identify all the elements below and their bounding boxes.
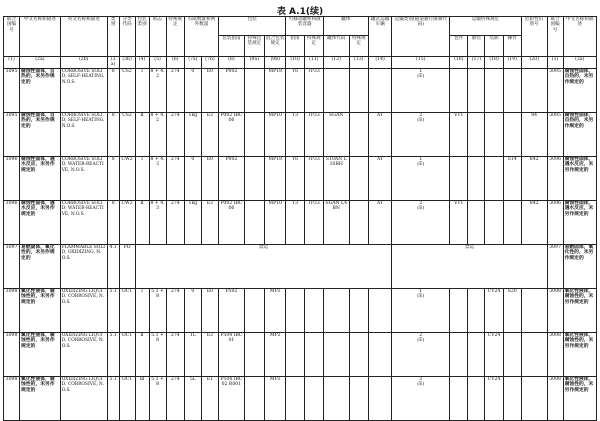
hazard-id-cell: [521, 68, 547, 112]
vehicle-cell: AT: [368, 200, 392, 244]
class-cell: 5.1: [107, 376, 119, 420]
packing-instruction-cell: P002 IBC06: [219, 112, 245, 156]
tunnel-code-value: (E): [417, 382, 425, 388]
tank-provision-cell: [349, 288, 368, 332]
header-packing-instructions: 包装指南: [219, 36, 245, 57]
loading-provision-cell: [485, 156, 503, 200]
tank-provision-cell: [349, 112, 368, 156]
header-labels: 标志: [149, 17, 166, 57]
tank-provision-cell: [349, 156, 368, 200]
tank-code-cell: SGAN: [323, 112, 349, 156]
portable-tank-provision-cell: [304, 376, 323, 420]
packages-provision-cell: V11: [450, 200, 468, 244]
mixed-packing-cell: MP2: [265, 376, 286, 420]
packing-group-cell: Ⅰ: [135, 156, 149, 200]
header-vehicle-for-tank: 罐式运输车辆: [368, 17, 392, 57]
vehicle-cell: [368, 288, 392, 332]
hazard-id-cell: 84: [521, 112, 547, 156]
un-number-cell: 3095: [4, 112, 20, 156]
transport-category-value: 2: [419, 112, 423, 118]
column-number: (2a): [20, 57, 61, 69]
bulk-provision-cell: [468, 332, 485, 376]
classification-code-cell: OC1: [119, 288, 135, 332]
bulk-provision-cell: [468, 112, 485, 156]
operation-provision-cell: [503, 332, 521, 376]
bulk-provision-cell: [468, 376, 485, 420]
header-hazard-id: 危险性识别号: [521, 17, 547, 57]
loading-provision-cell: CV24: [485, 288, 503, 332]
header-special-provisions: 特殊规定: [166, 17, 184, 57]
transport-category-cell: [392, 68, 450, 112]
dangerous-goods-table: [3, 16, 597, 421]
header-mixed-packing-provisions: 混合包装规定: [265, 36, 286, 57]
column-number: (2b): [60, 57, 107, 69]
special-provision-cell: 274: [166, 288, 184, 332]
limited-quantity-cell: 0: [184, 156, 201, 200]
portable-tank-instruction-cell: T6: [286, 156, 304, 200]
transport-category-value: 1: [419, 156, 423, 162]
tunnel-code-value: (E): [417, 118, 425, 124]
excepted-quantity-cell: E0: [201, 68, 218, 112]
header-operation: 操作: [503, 36, 521, 57]
packing-instruction-cell: P504 IBC01: [219, 332, 245, 376]
un-number-cell: 3096: [4, 200, 20, 244]
chinese-name-right-cell: 腐蚀性固体，遇水反应，未另作规定的: [563, 156, 596, 200]
special-packing-cell: [244, 332, 264, 376]
un-number-cell: 3098: [4, 332, 20, 376]
column-number: (14): [368, 57, 392, 69]
vehicle-cell: AT: [368, 156, 392, 200]
header-tanks: 罐体: [323, 17, 368, 36]
column-number: (11): [304, 57, 323, 69]
special-provision-cell: 274: [166, 376, 184, 420]
class-cell: 5.1: [107, 288, 119, 332]
hazard-id-cell: [521, 332, 547, 376]
un-number-right-cell: 3096: [547, 156, 563, 200]
loading-provision-cell: CV24: [485, 376, 503, 420]
header-tank-special-provisions: 特殊规定: [349, 36, 368, 57]
limited-quantity-cell: 1kg: [184, 200, 201, 244]
vehicle-cell: [368, 68, 392, 112]
packing-group-cell: Ⅱ: [135, 112, 149, 156]
english-name-cell: CORROSIVE SOLID, SELF-HEATING, N.O.S.: [60, 68, 107, 112]
excepted-quantity-cell: E0: [201, 288, 218, 332]
un-number-right-cell: 3097: [547, 244, 563, 288]
operation-provision-cell: S20: [503, 288, 521, 332]
english-name-cell: OXIDIZING LIQUID, CORROSIVE, N.O.S.: [60, 376, 107, 420]
transport-category-cell: [392, 156, 450, 200]
un-number-right-cell: 3095: [547, 112, 563, 156]
loading-provision-cell: [485, 68, 503, 112]
packing-group-cell: Ⅱ: [135, 200, 149, 244]
transport-category-cell: [392, 376, 450, 420]
mixed-packing-cell: MP10: [265, 200, 286, 244]
un-number-cell: 3098: [4, 376, 20, 420]
bulk-provision-cell: [468, 288, 485, 332]
header-classification-code: 分类代码: [119, 17, 135, 57]
column-number: (2a): [563, 57, 596, 69]
classification-code-cell: CS2: [119, 112, 135, 156]
column-number: (20): [521, 57, 547, 69]
header-class: 类别: [107, 17, 119, 57]
special-packing-cell: [244, 288, 264, 332]
column-number: (3b): [119, 57, 135, 69]
chinese-name-cell: 腐蚀性固体，自热的，未另作规定的: [20, 112, 61, 156]
loading-provision-cell: [485, 112, 503, 156]
packages-provision-cell: [450, 376, 468, 420]
column-number: (4): [135, 57, 149, 69]
transport-category-value: 2: [419, 332, 423, 338]
class-cell: 4.1: [107, 244, 119, 288]
special-packing-cell: [244, 156, 264, 200]
table-row: [4, 68, 597, 112]
special-provision-cell: 274: [166, 200, 184, 244]
header-limited-excepted: 有限数量和例外数量: [184, 17, 218, 57]
operation-provision-cell: [503, 376, 521, 420]
forbidden-note: 禁运: [392, 244, 547, 288]
column-number: (12): [323, 57, 349, 69]
header-special-provisions-transport: 运输特殊规定: [450, 17, 522, 36]
tank-code-cell: [323, 332, 349, 376]
packing-instruction-cell: P002 IBC06: [219, 200, 245, 244]
excepted-quantity-cell: E0: [201, 156, 218, 200]
chinese-name-cell: 腐蚀性固体，自热的，未另作规定的: [20, 68, 61, 112]
column-number: (19): [503, 57, 521, 69]
vehicle-cell: [368, 332, 392, 376]
column-number: (9b): [265, 57, 286, 69]
class-cell: 8: [107, 68, 119, 112]
english-name-cell: CORROSIVE SOLID, WATER-REACTIVE, N.O.S.: [60, 156, 107, 200]
special-provision-cell: 274: [166, 332, 184, 376]
limited-quantity-cell: 1L: [184, 332, 201, 376]
portable-tank-provision-cell: TP33: [304, 112, 323, 156]
label-cell: 5.1 + 8: [149, 288, 166, 332]
column-number: (5): [149, 57, 166, 69]
excepted-quantity-cell: E2: [201, 112, 218, 156]
excepted-quantity-cell: E2: [201, 332, 218, 376]
tank-provision-cell: [349, 376, 368, 420]
column-number: (17): [468, 57, 485, 69]
bulk-provision-cell: [468, 156, 485, 200]
column-number: (7a): [184, 57, 201, 69]
header-chinese-name-right: 中文名称和描述: [563, 17, 596, 57]
column-number: (6): [166, 57, 184, 69]
packing-group-cell: Ⅱ: [135, 332, 149, 376]
table-row: [4, 156, 597, 200]
classification-code-cell: FO: [119, 244, 135, 288]
chinese-name-right-cell: 氧化性液体，腐蚀性的，未另作规定的: [563, 376, 596, 420]
column-number: (15): [392, 57, 450, 69]
header-english-name: 英文名称和描述: [60, 17, 107, 57]
loading-provision-cell: CV24: [485, 332, 503, 376]
bulk-provision-cell: [468, 68, 485, 112]
header-bulk: 散装: [468, 36, 485, 57]
class-cell: 8: [107, 156, 119, 200]
table-row: [4, 288, 597, 332]
special-provision-cell: 274: [166, 156, 184, 200]
column-number-row: [4, 57, 597, 69]
header-un-number: 联合国编号: [4, 17, 20, 57]
special-packing-cell: [244, 112, 264, 156]
header-loading: 装卸: [485, 36, 503, 57]
mixed-packing-cell: MP18: [265, 68, 286, 112]
portable-tank-instruction-cell: T6: [286, 68, 304, 112]
column-number: (1): [4, 57, 20, 69]
portable-tank-instruction-cell: [286, 376, 304, 420]
tunnel-code-value: (E): [417, 162, 425, 168]
hazard-id-cell: 842: [521, 200, 547, 244]
portable-tank-provision-cell: [304, 332, 323, 376]
header-packing-group: 包装类别: [135, 17, 149, 57]
un-number-right-cell: 3098: [547, 376, 563, 420]
packing-instruction-cell: P002: [219, 68, 245, 112]
label-cell: 8 + 4.2: [149, 68, 166, 112]
un-number-cell: 3096: [4, 156, 20, 200]
header-pt-special-provisions: 特殊规定: [304, 36, 323, 57]
table-row: [4, 332, 597, 376]
limited-quantity-cell: 0: [184, 68, 201, 112]
classification-code-cell: CW2: [119, 200, 135, 244]
class-cell: 8: [107, 200, 119, 244]
packages-provision-cell: [450, 156, 468, 200]
header-chinese-name: 中文名称和描述: [20, 17, 61, 57]
column-number: (18): [485, 57, 503, 69]
label-cell: 8 + 4.3: [149, 156, 166, 200]
operation-provision-cell: S14: [503, 156, 521, 200]
un-number-right-cell: 3095: [547, 68, 563, 112]
tunnel-code-value: (E): [417, 294, 425, 300]
tank-code-cell: SGAN L4BN: [323, 200, 349, 244]
tank-code-cell: [323, 288, 349, 332]
special-provision-cell: 274: [166, 112, 184, 156]
transport-category-cell: [392, 332, 450, 376]
vehicle-cell: AT: [368, 112, 392, 156]
tank-code-cell: [323, 376, 349, 420]
transport-category-value: 2: [419, 200, 423, 206]
table-row: [4, 112, 597, 156]
tunnel-code-value: (E): [417, 206, 425, 212]
packing-group-cell: Ⅰ: [135, 68, 149, 112]
class-cell: 5.1: [107, 332, 119, 376]
hazard-id-cell: [521, 288, 547, 332]
chinese-name-right-cell: 腐蚀性固体，自热的，未另作规定的: [563, 68, 596, 112]
un-number-cell: 3098: [4, 288, 20, 332]
chinese-name-cell: 腐蚀性固体，遇水反应，未另作规定的: [20, 200, 61, 244]
english-name-cell: FLAMMABLE SOLID, OXIDIZING, N.O.S.: [60, 244, 107, 288]
classification-code-cell: OC1: [119, 376, 135, 420]
header-un-number-right: 联合国编号: [547, 17, 563, 57]
packing-instruction-cell: P002: [219, 156, 245, 200]
un-number-right-cell: 3098: [547, 332, 563, 376]
chinese-name-right-cell: 腐蚀性固体，遇水反应，未另作规定的: [563, 200, 596, 244]
tank-code-cell: [323, 68, 349, 112]
packing-instruction-cell: P504 IBC02 R001: [219, 376, 245, 420]
un-number-right-cell: 3096: [547, 200, 563, 244]
loading-provision-cell: [485, 200, 503, 244]
transport-category-value: 1: [419, 288, 423, 294]
label-cell: 5.1 + 8: [149, 376, 166, 420]
header-special-packing-provisions: 特殊包装规定: [244, 36, 264, 57]
transport-category-value: 1: [419, 68, 423, 74]
special-packing-cell: [244, 376, 264, 420]
vehicle-cell: [368, 376, 392, 420]
table-row: [4, 200, 597, 244]
un-number-cell: 3097: [4, 244, 20, 288]
excepted-quantity-cell: E2: [201, 200, 218, 244]
tunnel-code-value: (E): [417, 74, 425, 80]
packing-instruction-cell: P502: [219, 288, 245, 332]
portable-tank-provision-cell: TP33: [304, 68, 323, 112]
special-provision-cell: 274: [166, 68, 184, 112]
column-number: (16): [450, 57, 468, 69]
portable-tank-provision-cell: [304, 288, 323, 332]
column-number: (13): [349, 57, 368, 69]
un-number-cell: 3095: [4, 68, 20, 112]
packing-group-cell: Ⅲ: [135, 376, 149, 420]
english-name-cell: CORROSIVE SOLID, WATER-REACTIVE, N.O.S.: [60, 200, 107, 244]
tank-provision-cell: [349, 332, 368, 376]
limited-quantity-cell: 1kg: [184, 112, 201, 156]
special-packing-cell: [244, 200, 264, 244]
bulk-provision-cell: [468, 200, 485, 244]
header-tank-code: 罐体代码: [323, 36, 349, 57]
packages-provision-cell: [450, 288, 468, 332]
english-name-cell: CORROSIVE SOLID, SELF-HEATING, N.O.S.: [60, 112, 107, 156]
transport-category-cell: [392, 288, 450, 332]
portable-tank-provision-cell: TP33: [304, 200, 323, 244]
column-number: (10): [286, 57, 304, 69]
chinese-name-right-cell: 腐蚀性固体，自热的，未另作规定的: [563, 112, 596, 156]
hazard-id-cell: 842: [521, 156, 547, 200]
limited-quantity-cell: 0: [184, 288, 201, 332]
column-number: (9a): [244, 57, 264, 69]
excepted-quantity-cell: E1: [201, 376, 218, 420]
packages-provision-cell: [450, 332, 468, 376]
classification-code-cell: OC1: [119, 332, 135, 376]
portable-tank-instruction-cell: [286, 288, 304, 332]
classification-code-cell: CW2: [119, 156, 135, 200]
column-number: (7b): [201, 57, 218, 69]
un-number-right-cell: 3098: [547, 288, 563, 332]
mixed-packing-cell: MP18: [265, 156, 286, 200]
chinese-name-right-cell: 氧化性液体，腐蚀性的，未另作规定的: [563, 288, 596, 332]
header-transport-category: 运输类别(隧道通行限制代码): [392, 17, 450, 57]
label-cell: 8 + 4.2: [149, 112, 166, 156]
header-packages: 包件: [450, 36, 468, 57]
mixed-packing-cell: MP10: [265, 112, 286, 156]
label-cell: 5.1 + 8: [149, 332, 166, 376]
forbidden-note: 禁运: [135, 244, 392, 288]
transport-category-cell: [392, 200, 450, 244]
chinese-name-cell: 氧化性液体，腐蚀性的，未另作规定的: [20, 376, 61, 420]
column-number: (3a): [107, 57, 119, 69]
tank-provision-cell: [349, 68, 368, 112]
portable-tank-provision-cell: TP33: [304, 156, 323, 200]
header-packaging: 包装: [219, 17, 286, 36]
english-name-cell: OXIDIZING LIQUID, CORROSIVE, N.O.S.: [60, 288, 107, 332]
header-row-1: [4, 17, 597, 36]
table-row: [4, 244, 597, 288]
operation-provision-cell: [503, 200, 521, 244]
table-row: [4, 376, 597, 420]
operation-provision-cell: [503, 112, 521, 156]
operation-provision-cell: [503, 68, 521, 112]
header-pt-instructions: 指南: [286, 36, 304, 57]
chinese-name-cell: 易燃固体，氧化性的，未另作规定的: [20, 244, 61, 288]
chinese-name-cell: 腐蚀性固体，遇水反应，未另作规定的: [20, 156, 61, 200]
mixed-packing-cell: MP2: [265, 288, 286, 332]
hazard-id-cell: [521, 376, 547, 420]
class-cell: 8: [107, 112, 119, 156]
classification-code-cell: CS2: [119, 68, 135, 112]
portable-tank-instruction-cell: [286, 332, 304, 376]
packages-provision-cell: V11: [450, 112, 468, 156]
chinese-name-right-cell: 易燃固体，氧化性的，未另作规定的: [563, 244, 596, 288]
limited-quantity-cell: 5L: [184, 376, 201, 420]
portable-tank-instruction-cell: T3: [286, 200, 304, 244]
label-cell: 8 + 4.3: [149, 200, 166, 244]
portable-tank-instruction-cell: T3: [286, 112, 304, 156]
tank-code-cell: S10AN L10BH: [323, 156, 349, 200]
column-number: (8): [219, 57, 245, 69]
english-name-cell: OXIDIZING LIQUID, CORROSIVE, N.O.S.: [60, 332, 107, 376]
chinese-name-cell: 氧化性液体，腐蚀性的，未另作规定的: [20, 288, 61, 332]
header-portable-tanks: 可移动罐柜和散装容器: [286, 17, 323, 36]
special-packing-cell: [244, 68, 264, 112]
packing-group-cell: Ⅰ: [135, 288, 149, 332]
tank-provision-cell: [349, 200, 368, 244]
chinese-name-cell: 氧化性液体，腐蚀性的，未另作规定的: [20, 332, 61, 376]
mixed-packing-cell: MP2: [265, 332, 286, 376]
tunnel-code-value: (E): [417, 338, 425, 344]
transport-category-value: 3: [419, 376, 423, 382]
packages-provision-cell: [450, 68, 468, 112]
table-title: 表 A.1(续): [276, 7, 324, 17]
chinese-name-right-cell: 氧化性液体，腐蚀性的，未另作规定的: [563, 332, 596, 376]
transport-category-cell: [392, 112, 450, 156]
column-number: (1): [547, 57, 563, 69]
